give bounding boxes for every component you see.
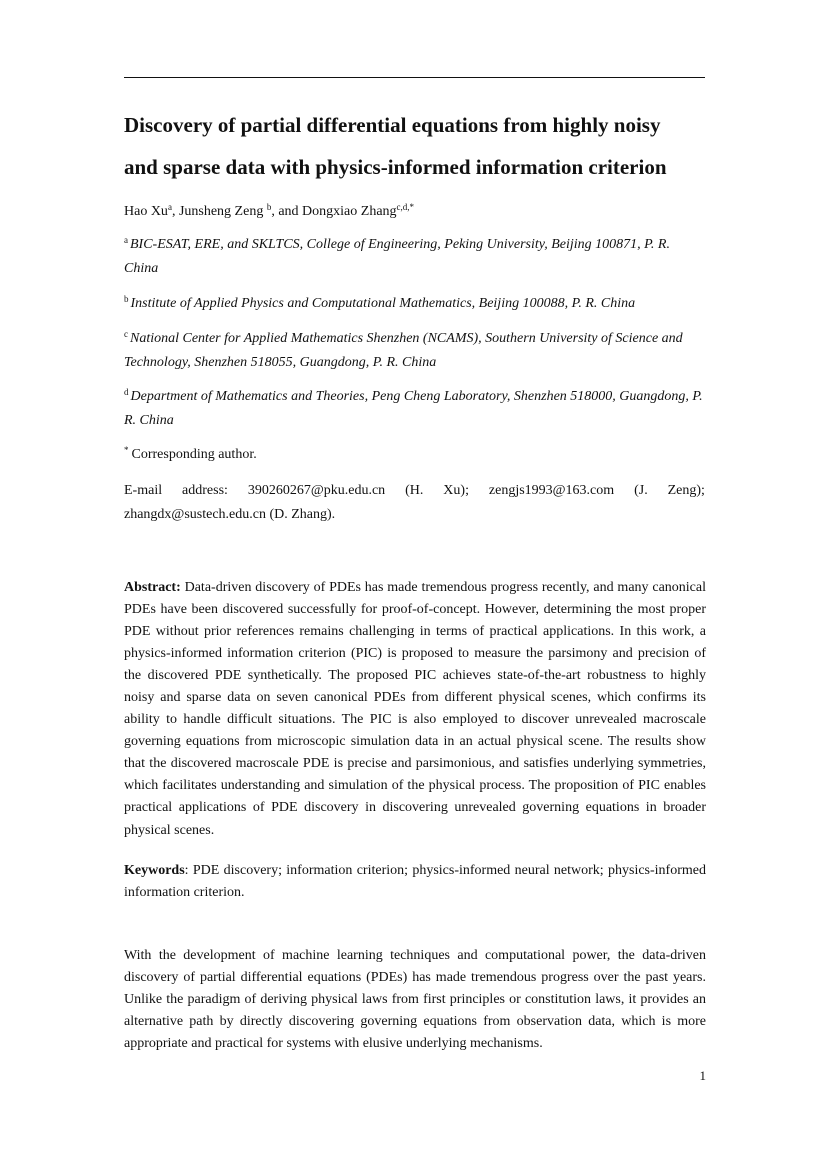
keywords-text: : PDE discovery; information criterion; physics-informed neural network; physics-informed information criterion. <box>124 863 706 900</box>
abstract-label: Abstract: <box>124 580 181 595</box>
email-name-zeng-2: Zeng); <box>667 483 705 498</box>
corresponding-text: Corresponding author. <box>131 447 257 462</box>
author-separator: , <box>171 204 179 219</box>
email-link-zeng[interactable]: zengjs1993@163.com <box>488 483 615 498</box>
email-link-xu[interactable]: 390260267@pku.edu.cn <box>247 483 386 498</box>
author-affil-marker: b <box>266 202 272 212</box>
affiliation-b <box>124 292 706 316</box>
abstract-paragraph <box>124 577 706 842</box>
author-affil-marker: c,d,* <box>396 202 415 212</box>
page-number: 1 <box>699 1068 706 1083</box>
affiliation-c <box>124 327 706 374</box>
email-block <box>124 479 705 526</box>
keywords-label: Keywords <box>124 863 185 878</box>
author-name: Hao Xu <box>124 204 168 219</box>
introduction-paragraph: With the development of machine learning techniques and computational power, the data-driven discovery of partial differential equations (PDEs) has made tremendous progress over the past years. Unlike the paradigm of deriving physical laws from first principles or constitution laws, it provides an alternative path by directly discovering governing equations from observation data, which is more appropriate and practical for systems with elusive underlying mechanisms. <box>124 948 706 1051</box>
email-link-zhang[interactable]: zhangdx@sustech.edu.cn (D. Zhang). <box>124 506 336 522</box>
affiliation-text: BIC-ESAT, ERE, and SKLTCS, College of Engineering, Peking University, Beijing 100871, P. R. China <box>124 237 670 276</box>
affiliation-text: Department of Mathematics and Theories, Peng Cheng Laboratory, Shenzhen 518000, Guangdong, P. R. China <box>124 389 703 428</box>
email-name-xu: (H. <box>405 483 424 498</box>
affiliation-d <box>124 385 706 432</box>
author-affil-marker: a <box>167 202 172 212</box>
author-separator: , and <box>271 204 303 219</box>
email-label-2: address: <box>182 483 228 498</box>
author-list <box>124 202 705 222</box>
paper-title <box>124 104 724 188</box>
affiliation-marker: b <box>124 294 129 304</box>
header-rule <box>124 77 705 78</box>
corresponding-author-note <box>124 443 705 466</box>
affiliation-marker: a <box>124 235 128 245</box>
email-name-zeng: (J. <box>634 483 648 498</box>
title-line-1: Discovery of partial differential equations from highly noisy <box>124 113 661 137</box>
affiliation-a <box>124 233 706 280</box>
affiliation-marker: d <box>124 387 129 397</box>
affiliation-text: National Center for Applied Mathematics Shenzhen (NCAMS), Southern University of Science and Technology, Shenzhen 518055, Guangdong, P. R. China <box>124 331 683 370</box>
keywords-paragraph <box>124 860 706 904</box>
email-name-xu-2: Xu); <box>443 483 469 498</box>
affiliation-text: Institute of Applied Physics and Computational Mathematics, Beijing 100088, P. R. China <box>130 296 636 311</box>
corresponding-marker: * <box>124 445 129 455</box>
affiliation-marker: c <box>124 329 128 339</box>
email-label: E-mail <box>124 483 163 498</box>
title-line-2: and sparse data with physics-informed information criterion <box>124 155 667 179</box>
abstract-text: Data-driven discovery of PDEs has made tremendous progress recently, and many canonical PDEs have been discovered successfully for proof-of-concept. However, determining the most proper PDE without prior references remains challenging in terms of practical applications. In this work, a physics-informed information criterion (PIC) is proposed to measure the parsimony and precision of the discovered PDE synthetically. The proposed PIC achieves state-of-the-art robustness to highly noisy and sparse data on seven canonical PDEs from different physical scenes, which confirms its ability to handle difficult situations. The PIC is also employed to discover unrevealed macroscale governing equations from microscopic simulation data in an actual physical scene. The results show that the discovered macroscale PDE is precise and parsimonious, and satisfies underlying symmetries, which facilitates understanding and simulation of the physical process. The proposition of PIC enables practical applications of PDE discovery in discovering unrevealed governing equations in broader physical scenes. <box>124 580 707 838</box>
author-name: Junsheng Zeng <box>178 204 267 219</box>
author-name: Dongxiao Zhang <box>302 204 397 219</box>
